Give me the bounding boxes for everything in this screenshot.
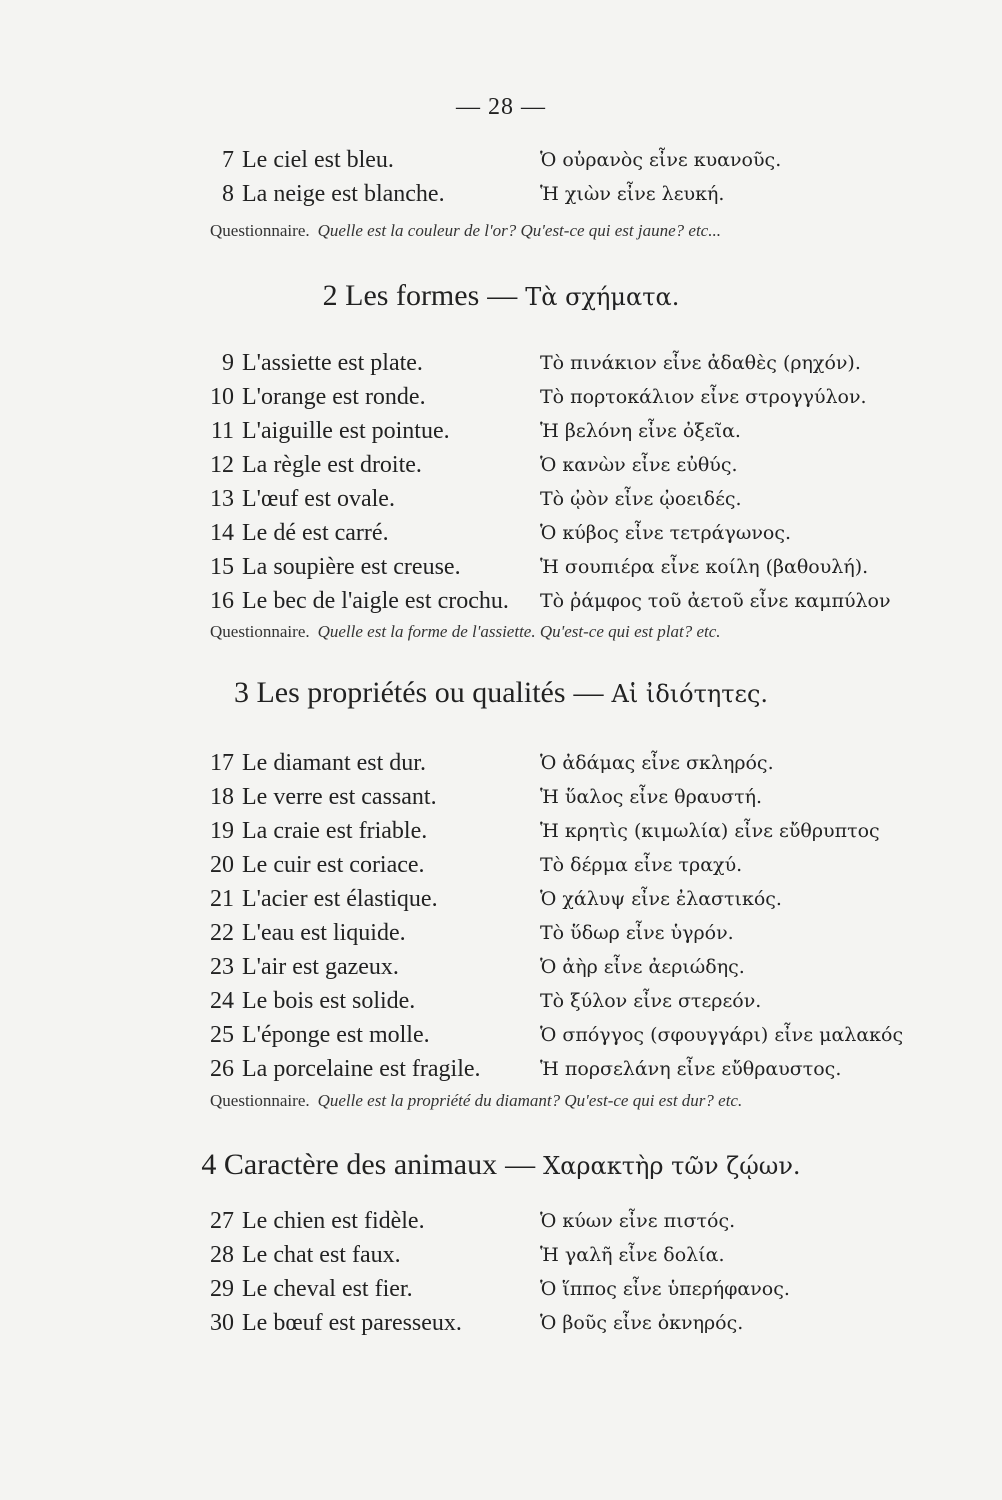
questionnaire [210, 1091, 910, 1111]
list-item [200, 584, 900, 618]
section-number: 2 [322, 279, 338, 312]
list-item [200, 916, 900, 950]
item-number: 30 [210, 1310, 234, 1336]
greek-sentence: Ἡ χιὼν εἶνε λευκή. [540, 183, 725, 205]
greek-sentence: Ὁ βοῦς εἶνε ὀκνηρός. [540, 1312, 744, 1334]
french-sentence: Le bec de l'aigle est crochu. [242, 588, 509, 614]
greek-sentence: Ὁ κύβος εἶνε τετράγωνος. [540, 522, 792, 544]
section-heading-forms [0, 279, 1002, 313]
item-number: 15 [210, 554, 234, 580]
french-sentence: La craie est friable. [242, 818, 428, 844]
item-number: 29 [210, 1276, 234, 1302]
french-sentence: La porcelaine est fragile. [242, 1056, 481, 1082]
french-sentence: L'éponge est molle. [242, 1022, 430, 1048]
greek-sentence: Ὁ σπόγγος (σφουγγάρι) εἶνε μαλακός [540, 1024, 904, 1046]
greek-sentence: Τὸ ὕδωρ εἶνε ὑγρόν. [540, 922, 734, 944]
greek-sentence: Τὸ πινάκιον εἶνε ἀδαθὲς (ρηχόν). [540, 352, 861, 374]
title-separator: — [505, 1148, 536, 1181]
list-item [200, 848, 900, 882]
item-number: 23 [210, 954, 234, 980]
section-title-greek: Αἱ ἰδιότητες. [611, 680, 769, 708]
list-item [200, 414, 900, 448]
greek-sentence: Ἡ πορσελάνη εἶνε εὔθραυστος. [540, 1058, 842, 1080]
item-number: 21 [210, 886, 234, 912]
section-number: 3 [233, 676, 249, 709]
item-number: 13 [210, 486, 234, 512]
questionnaire [210, 622, 910, 642]
questionnaire-text: Quelle est la propriété du diamant? Qu'est-ce qui est dur? etc. [317, 1091, 743, 1110]
section-title-french: Caractère des animaux [223, 1148, 498, 1181]
questionnaire-label: Questionnaire. [210, 1091, 310, 1110]
section-title-greek: Χαρακτὴρ τῶν ζῴων. [543, 1152, 801, 1180]
questionnaire-text: Quelle est la couleur de l'or? Qu'est-ce qui est jaune? etc... [317, 221, 721, 240]
greek-sentence: Ὁ χάλυψ εἶνε ἐλαστικός. [540, 888, 782, 910]
french-sentence: L'aiguille est pointue. [242, 418, 450, 444]
item-number: 19 [210, 818, 234, 844]
greek-sentence: Ὁ οὐρανὸς εἶνε κυανοῦς. [540, 149, 782, 171]
list-item [200, 950, 900, 984]
greek-sentence: Τὸ ᾠὸν εἶνε ᾠοειδές. [540, 488, 742, 510]
french-sentence: L'air est gazeux. [242, 954, 399, 980]
item-number: 7 [222, 147, 234, 173]
section-title-french: Les formes [345, 279, 480, 312]
french-sentence: Le chien est fidèle. [242, 1208, 425, 1234]
list-item [200, 814, 900, 848]
greek-sentence: Ὁ κανὼν εἶνε εὐθύς. [540, 454, 738, 476]
item-number: 20 [210, 852, 234, 878]
item-number: 16 [210, 588, 234, 614]
item-number: 8 [222, 181, 234, 207]
french-sentence: Le bœuf est paresseux. [242, 1310, 462, 1336]
item-number: 17 [210, 750, 234, 776]
greek-sentence: Τὸ ῥάμφος τοῦ ἀετοῦ εἶνε καμπύλον [540, 590, 891, 612]
item-number: 9 [222, 350, 234, 376]
item-number: 12 [210, 452, 234, 478]
french-sentence: Le bois est solide. [242, 988, 416, 1014]
list-item [200, 1306, 900, 1340]
greek-sentence: Ἡ ὕαλος εἶνε θραυστή. [540, 786, 763, 808]
section-number: 4 [201, 1148, 217, 1181]
french-sentence: Le cheval est fier. [242, 1276, 413, 1302]
french-sentence: L'eau est liquide. [242, 920, 406, 946]
french-sentence: Le ciel est bleu. [242, 147, 394, 173]
greek-sentence: Ἡ κρητὶς (κιμωλία) εἶνε εὔθρυπτος [540, 820, 880, 842]
french-sentence: L'œuf est ovale. [242, 486, 395, 512]
french-sentence: Le verre est cassant. [242, 784, 437, 810]
list-item [200, 1238, 900, 1272]
greek-sentence: Τὸ ξύλον εἶνε στερεόν. [540, 990, 762, 1012]
list-item [200, 346, 900, 380]
list-item [200, 984, 900, 1018]
greek-sentence: Ἡ βελόνη εἶνε ὀξεῖα. [540, 420, 741, 442]
list-item [200, 746, 900, 780]
greek-sentence: Ὁ ἵππος εἶνε ὑπερήφανος. [540, 1278, 790, 1300]
french-sentence: Le chat est faux. [242, 1242, 401, 1268]
french-sentence: La neige est blanche. [242, 181, 445, 207]
greek-sentence: Ἡ σουπιέρα εἶνε κοίλη (βαθουλή). [540, 556, 869, 578]
questionnaire-text: Quelle est la forme de l'assiette. Qu'est-ce qui est plat? etc. [317, 622, 721, 641]
section-heading-animals [0, 1148, 1002, 1182]
title-separator: — [487, 279, 518, 312]
section-title-french: Les propriétés ou qualités [256, 676, 566, 709]
list-item [200, 1272, 900, 1306]
page-number: — 28 — [456, 94, 546, 120]
french-sentence: L'acier est élastique. [242, 886, 438, 912]
french-sentence: La soupière est creuse. [242, 554, 461, 580]
section-heading-properties [0, 676, 1002, 710]
greek-sentence: Ἡ γαλῆ εἶνε δολία. [540, 1244, 725, 1266]
item-number: 27 [210, 1208, 234, 1234]
greek-sentence: Τὸ δέρμα εἶνε τραχύ. [540, 854, 743, 876]
list-item [200, 882, 900, 916]
greek-sentence: Ὁ κύων εἶνε πιστός. [540, 1210, 736, 1232]
questionnaire-label: Questionnaire. [210, 221, 310, 240]
list-item [200, 780, 900, 814]
title-separator: — [573, 676, 604, 709]
item-number: 11 [210, 418, 234, 444]
french-sentence: Le diamant est dur. [242, 750, 426, 776]
list-item [200, 448, 900, 482]
item-number: 14 [210, 520, 234, 546]
french-sentence: Le cuir est coriace. [242, 852, 425, 878]
questionnaire-label: Questionnaire. [210, 622, 310, 641]
list-item [200, 380, 900, 414]
item-number: 22 [210, 920, 234, 946]
greek-sentence: Ὁ ἀδάμας εἶνε σκληρός. [540, 752, 774, 774]
item-number: 28 [210, 1242, 234, 1268]
item-number: 25 [210, 1022, 234, 1048]
french-sentence: L'assiette est plate. [242, 350, 423, 376]
item-number: 26 [210, 1056, 234, 1082]
item-number: 24 [210, 988, 234, 1014]
list-item [200, 1018, 904, 1052]
list-item [200, 1204, 900, 1238]
french-sentence: L'orange est ronde. [242, 384, 426, 410]
questionnaire [210, 221, 910, 241]
greek-sentence: Ὁ ἀὴρ εἶνε ἀεριώδης. [540, 956, 745, 978]
list-item [200, 1052, 900, 1086]
french-sentence: La règle est droite. [242, 452, 422, 478]
section-title-greek: Τὰ σχήματα. [525, 283, 680, 311]
list-item [200, 177, 900, 211]
list-item [200, 482, 900, 516]
list-item [200, 143, 900, 177]
item-number: 18 [210, 784, 234, 810]
item-number: 10 [210, 384, 234, 410]
french-sentence: Le dé est carré. [242, 520, 389, 546]
greek-sentence: Τὸ πορτοκάλιον εἶνε στρογγύλον. [540, 386, 867, 408]
list-item [200, 550, 900, 584]
list-item [200, 516, 900, 550]
